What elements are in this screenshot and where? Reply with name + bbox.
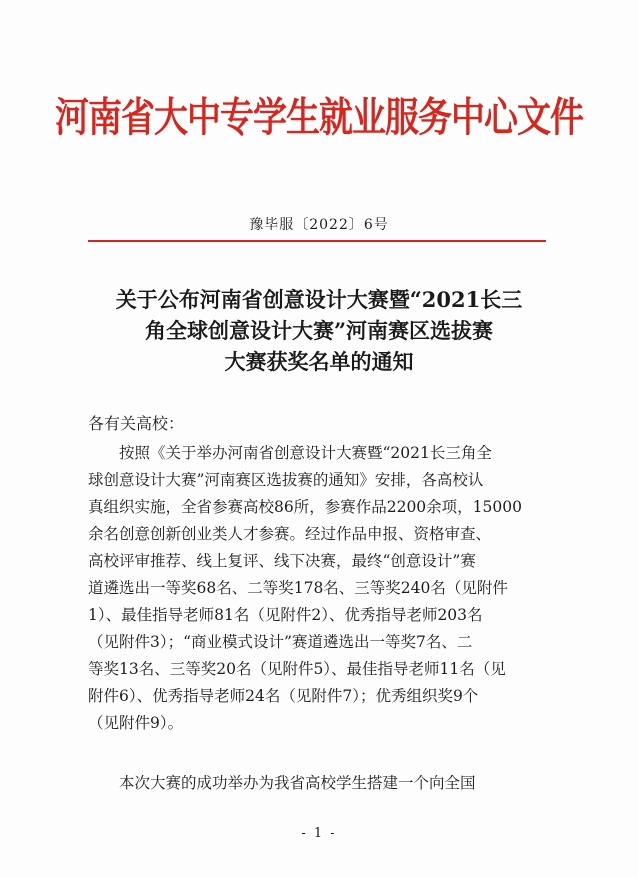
paragraph-line: 本次大赛的成功举办为我省高校学生搭建一个向全国 [119, 774, 476, 792]
issuer-header: 河南省大中专学生就业服务中心文件 [55, 94, 583, 142]
title-line: 大赛获奖名单的通知 [224, 349, 414, 374]
document-number: 豫毕服〔2022〕6号 [249, 217, 389, 233]
paragraph-line: 余名创意创新创业类人才参赛。经过作品申报、资格审查、 [88, 525, 492, 543]
body-paragraph-1 [88, 440, 550, 737]
red-divider-line [88, 240, 546, 242]
body-paragraph-2 [88, 770, 550, 797]
title-line: 关于公布河南省创意设计大赛暨“2021长三 [115, 287, 523, 312]
paragraph-line: 附件6）、优秀指导老师24名（见附件7）；优秀组织奖9个 [88, 687, 479, 705]
notice-title [60, 284, 578, 377]
paragraph-line: 1）、最佳指导老师81名（见附件2）、优秀指导老师203名 [88, 606, 483, 624]
paragraph-line: 等奖13名、三等奖20名（见附件5）、最佳指导老师11名（见 [88, 660, 506, 678]
paragraph-line: 按照《关于举办河南省创意设计大赛暨“2021长三角全 [119, 444, 492, 462]
paragraph-line: 道遴选出一等奖68名、二等奖178名、三等奖240名（见附件 [88, 579, 508, 597]
paragraph-line: （见附件3）；“商业模式设计”赛道遴选出一等奖7名、二 [88, 633, 473, 651]
page-number: - 1 - [301, 826, 337, 841]
paragraph-line: 真组织实施，全省参赛高校86所，参赛作品2200余项，15000 [88, 498, 522, 516]
salutation: 各有关高校： [88, 414, 185, 433]
paragraph-line: 球创意设计大赛”河南赛区选拔赛的通知》安排，各高校认 [88, 471, 484, 489]
paragraph-line: （见附件9）。 [88, 714, 184, 732]
title-line: 角全球创意设计大赛”河南赛区选拔赛 [144, 318, 494, 343]
paragraph-line: 高校评审推荐、线上复评、线下决赛，最终“创意设计”赛 [88, 552, 476, 570]
